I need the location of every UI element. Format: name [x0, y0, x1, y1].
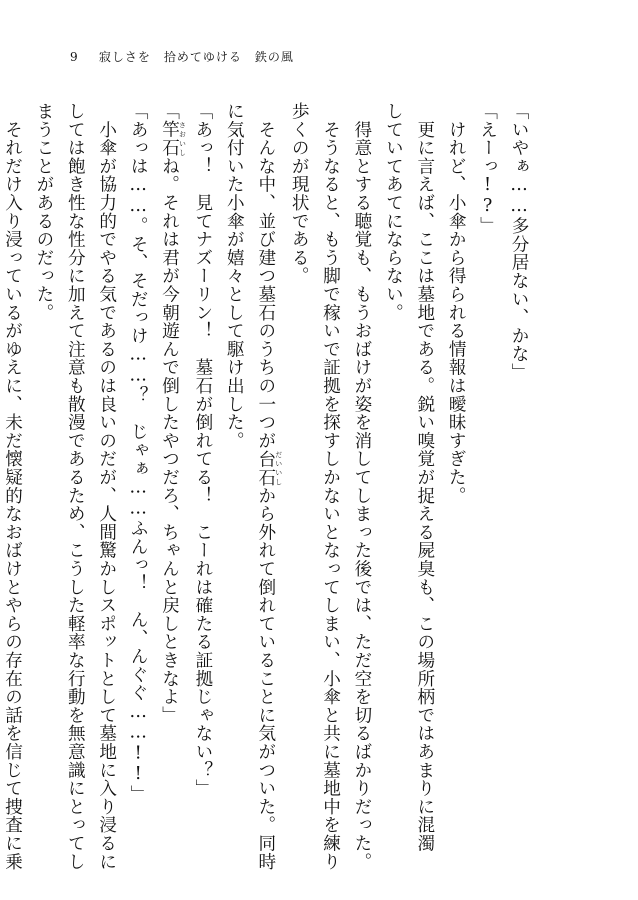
text-line: けれど、小傘から得られる情報は曖昧すぎた。	[446, 102, 467, 505]
text-line: 「えーっ!?」	[477, 102, 498, 235]
running-header	[70, 49, 294, 65]
text-line: 「いやぁ……多分居ない、かな」	[509, 102, 529, 382]
text-line: 小傘が協力的でやる気であるのは良いのだが、人間驚かしスポットとして墓地に入り浸るに	[96, 102, 117, 871]
furigana-reading: さおいし	[178, 120, 187, 157]
text-line: 「あっ！ 見てナズーリン！ 墓石が倒れてる！ こーれは確たる証拠じゃない？」	[192, 102, 213, 798]
furigana: 竿石 さおいし	[159, 120, 187, 157]
text-line: そんな中、並び建つ墓石のうちの一つが台石 だいいしから外れて倒れていることに気がついた。同時	[255, 102, 283, 871]
chapter-title: 寂しさを 拾めてゆける 鉄の風	[98, 50, 294, 64]
text-line: まうことがあるのだった。	[33, 102, 54, 322]
text-line: に気付いた小傘が嬉々として駆け出した。	[224, 102, 245, 450]
furigana: 台石 だいいし	[255, 449, 283, 487]
text-line: それだけ入り浸っているがゆえに、未だ懐疑的なおばけとやらの存在の話を信じて捜査に乗	[2, 102, 23, 871]
text-line: 「竿石 さおいしね。それは君が今朝遊んで倒したやつだろ、ちゃんと戻しときなよ」	[159, 102, 187, 725]
vertical-body-text	[2, 102, 534, 871]
furigana-reading: だいいし	[274, 449, 283, 487]
page-number: 9	[70, 50, 79, 64]
text-line: 歩くのが現状である。	[289, 102, 310, 285]
text-line: しては飽き性な性分に加えて注意も散漫であるため、こうした軽率な行動を無意識にとってし	[65, 102, 86, 871]
text-line: 得意とする聴覚も、もうおばけが姿を消してしまった後では、ただ空を切るばかりだった。	[351, 102, 372, 871]
text-line: 「あっは……。そ、そだっけ……？ じゃぁ……ふんっ！ ん、んぐぐ……!!」	[128, 102, 149, 804]
text-line: していてあてにならない。	[383, 102, 404, 322]
text-line: 更に言えば、ここは墓地である。鋭い嗅覚が捉える屍臭も、この場所柄ではあまりに混濁	[414, 102, 435, 853]
text-line: そうなると、もう脚で稼いで証拠を探すしかないとなってしまい、小傘と共に墓地中を練り	[320, 102, 341, 871]
